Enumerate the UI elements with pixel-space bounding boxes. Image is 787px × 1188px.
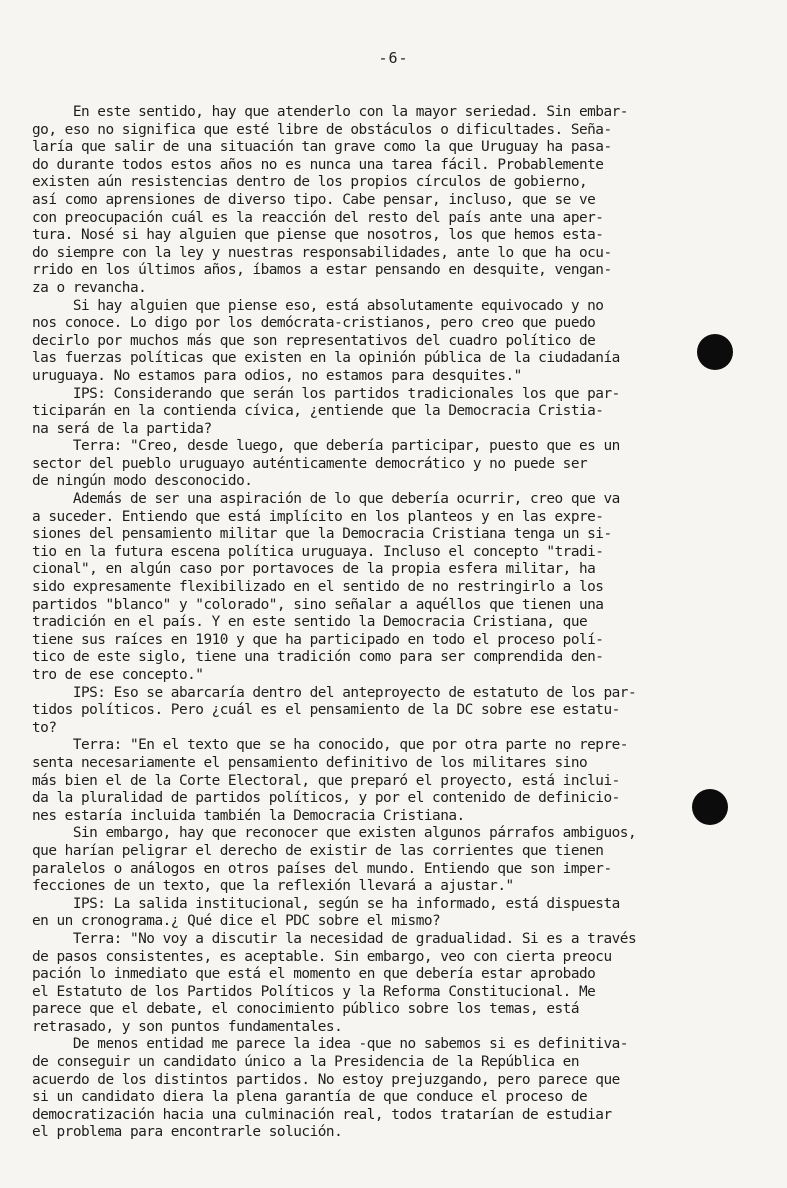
text-line: Terra: "Creo, desde luego, que debería participar, puesto que es un [32,438,620,455]
text-line: za o revancha. [32,279,147,296]
text-line: ticiparán en la contienda cívica, ¿entiende que la Democracia Cristia- [32,403,604,420]
text-line: tiene sus raíces en 1910 y que ha participado en todo el proceso polí- [32,631,604,648]
text-line: tradición en el país. Y en este sentido la Democracia Cristiana, que [32,614,588,631]
text-line: en un cronograma.¿ Qué dice el PDC sobre el mismo? [32,913,441,930]
text-line: uruguaya. No estamos para odios, no estamos para desquites." [32,367,522,384]
text-line: decirlo por muchos más que son representativos del cuadro político de [32,332,596,349]
text-line: IPS: Considerando que serán los partidos tradicionales los que par- [32,385,620,402]
punch-hole-top [697,334,733,370]
text-line: que harían peligrar el derecho de existir de las corrientes que tienen [32,842,604,859]
text-line: el problema para encontrarle solución. [32,1124,343,1141]
text-line: do durante todos estos años no es nunca una tarea fácil. Probablemente [32,156,604,173]
text-line: go, eso no significa que esté libre de obstáculos o dificultades. Seña- [32,121,612,138]
text-line: pación lo inmediato que está el momento en que debería estar aprobado [32,966,596,983]
text-line: democratización hacia una culminación real, todos tratarían de estudiar [32,1106,612,1123]
text-line: el Estatuto de los Partidos Políticos y la Reforma Constitucional. Me [32,983,596,1000]
text-line: paralelos o análogos en otros países del mundo. Entiendo que son imper- [32,860,612,877]
text-line: de conseguir un candidato único a la Presidencia de la República en [32,1054,579,1071]
text-line: sector del pueblo uruguayo auténticamente democrático y no puede ser [32,455,588,472]
text-line: Terra: "No voy a discutir la necesidad de gradualidad. Si es a través [32,930,637,947]
text-line: partidos "blanco" y "colorado", sino señalar a aquéllos que tienen una [32,596,604,613]
text-line: fecciones de un texto, que la reflexión llevará a ajustar." [32,878,514,895]
text-line: a suceder. Entiendo que está implícito en los planteos y en las expre- [32,508,604,525]
text-line: laría que salir de una situación tan grave como la que Uruguay ha pasa- [32,139,612,156]
text-line: Si hay alguien que piense eso, está absolutamente equivocado y no [32,297,604,314]
text-line: Sin embargo, hay que reconocer que existen algunos párrafos ambiguos, [32,825,637,842]
punch-hole-bottom [692,789,728,825]
text-line: de ningún modo desconocido. [32,473,253,490]
text-line: rrido en los últimos años, íbamos a estar pensando en desquite, vengan- [32,262,612,279]
text-line: IPS: Eso se abarcaría dentro del anteproyecto de estatuto de los par- [32,684,637,701]
text-line: na será de la partida? [32,420,212,437]
text-line: existen aún resistencias dentro de los propios círculos de gobierno, [32,174,588,191]
text-line: si un candidato diera la plena garantía de que conduce el proceso de [32,1089,588,1106]
text-line: Terra: "En el texto que se ha conocido, que por otra parte no repre- [32,737,628,754]
text-line: Además de ser una aspiración de lo que debería ocurrir, creo que va [32,491,620,508]
text-line: cional", en algún caso por portavoces de la propia esfera militar, ha [32,561,596,578]
text-line: tidos políticos. Pero ¿cuál es el pensamiento de la DC sobre ese estatu- [32,702,620,719]
text-line: nes estaría incluida también la Democracia Cristiana. [32,807,465,824]
text-line: así como aprensiones de diverso tipo. Cabe pensar, incluso, que se ve [32,191,596,208]
text-line: parece que el debate, el conocimiento público sobre los temas, está [32,1001,579,1018]
text-line: En este sentido, hay que atenderlo con la mayor seriedad. Sin embar- [32,104,628,120]
text-line: sido expresamente flexibilizado en el sentido de no restringirlo a los [32,579,604,596]
document-body [32,104,762,1142]
text-line: tico de este siglo, tiene una tradición como para ser comprendida den- [32,649,604,666]
text-line: siones del pensamiento militar que la Democracia Cristiana tenga un si- [32,526,612,543]
text-line: nos conoce. Lo digo por los demócrata-cristianos, pero creo que puedo [32,315,596,332]
text-line: tura. Nosé si hay alguien que piense que nosotros, los que hemos esta- [32,227,604,244]
page-number: -6- [378,49,409,67]
text-line: tio en la futura escena política uruguaya. Incluso el concepto "tradi- [32,543,604,560]
text-line: de pasos consistentes, es aceptable. Sin embargo, veo con cierta preocu [32,948,612,965]
text-line: IPS: La salida institucional, según se ha informado, está dispuesta [32,895,620,912]
text-line: senta necesariamente el pensamiento definitivo de los militares sino [32,754,588,771]
text-line: más bien el de la Corte Electoral, que preparó el proyecto, está inclui- [32,772,620,789]
text-line: da la pluralidad de partidos políticos, y por el contenido de definicio- [32,790,620,807]
text-line: acuerdo de los distintos partidos. No estoy prejuzgando, pero parece que [32,1071,620,1088]
text-line: con preocupación cuál es la reacción del resto del país ante una aper- [32,209,604,226]
text-line: do siempre con la ley y nuestras responsabilidades, ante lo que ha ocu- [32,244,612,261]
text-line: retrasado, y son puntos fundamentales. [32,1018,343,1035]
text-line: tro de ese concepto." [32,667,204,683]
text-line: las fuerzas políticas que existen en la opinión pública de la ciudadanía [32,350,620,367]
text-line: to? [32,719,57,736]
text-line: De menos entidad me parece la idea -que no sabemos si es definitiva- [32,1036,628,1053]
